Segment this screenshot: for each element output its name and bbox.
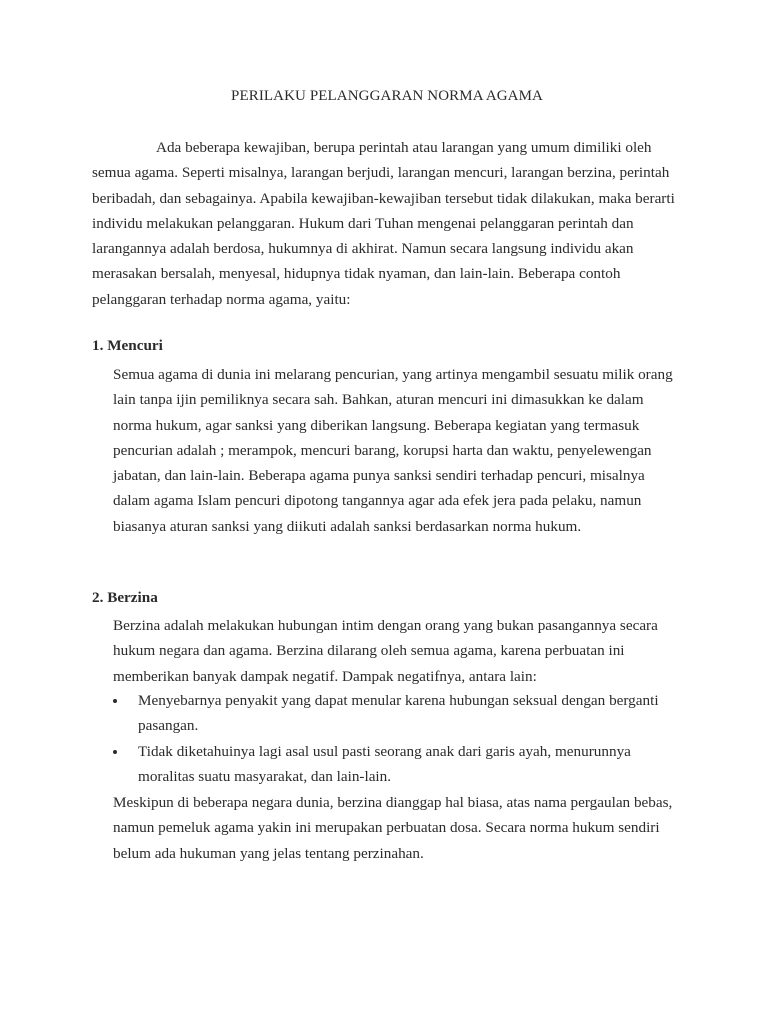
section-heading-mencuri: 1. Mencuri — [92, 337, 163, 354]
intro-first-line: Ada beberapa kewajiban, berupa perintah atau larangan yang umum dimiliki oleh — [156, 139, 652, 156]
impact-bullet-list — [113, 688, 683, 789]
bullet-text: Menyebarnya penyakit yang dapat menular karena hubungan seksual dengan berganti pasangan. — [138, 692, 659, 735]
bullet-icon — [113, 750, 117, 754]
list-item — [113, 688, 683, 739]
list-item — [113, 739, 683, 790]
section-body-mencuri: Semua agama di dunia ini melarang pencurian, yang artinya mengambil sesuatu milik orang lain tanpa ijin pemiliknya secara sah. Bahkan, aturan mencuri ini dimasukkan ke dalam norma hukum, agar sanksi yang diberikan langsung. Beberapa kegiatan yang termasuk pencurian adalah ; merampok, mencuri barang, korupsi harta dan waktu, penyelewengan jabatan, dan lain-lain. Beberapa agama punya sanksi sendiri terhadap pencuri, misalnya dalam agama Islam pencuri dipotong tangannya agar ada efek jera pada pelaku, namun biasanya aturan sanksi yang diikuti adalah sanksi berdasarkan norma hukum. — [113, 366, 673, 535]
bullet-text: Tidak diketahuinya lagi asal usul pasti seorang anak dari garis ayah, menurunnya moralitas suatu masyarakat, dan lain-lain. — [138, 742, 631, 785]
document-title: PERILAKU PELANGGARAN NORMA AGAMA — [231, 88, 543, 104]
intro-continuation: semua agama. Seperti misalnya, larangan berjudi, larangan mencuri, larangan berzina, perintah beribadah, dan sebagainya. Apabila kewajiban-kewajiban tersebut tidak dilakukan, maka berarti individu melakukan pelanggaran. Hukum dari Tuhan mengenai pelanggaran perintah dan larangannya adalah berdosa, hukumnya di akhirat. Namun secara langsung individu akan merasakan bersalah, menyesal, hidupnya tidak nyaman, dan lain-lain. Beberapa contoh pelanggaran terhadap norma agama, yaitu: — [92, 164, 675, 308]
section-heading-berzina: 2. Berzina — [92, 589, 158, 606]
intro-paragraph — [92, 135, 682, 312]
bullet-icon — [113, 699, 117, 703]
section-closing-berzina: Meskipun di beberapa negara dunia, berzina dianggap hal biasa, atas nama pergaulan bebas, namun pemeluk agama yakin ini merupakan perbuatan dosa. Secara norma hukum sendiri belum ada hukuman yang jelas tentang perzinahan. — [113, 794, 673, 862]
section-body-berzina: Berzina adalah melakukan hubungan intim dengan orang yang bukan pasangannya secara hukum negara dan agama. Berzina dilarang oleh semua agama, karena perbuatan ini memberikan banyak dampak negatif. Dampak negatifnya, antara lain: — [113, 617, 658, 685]
